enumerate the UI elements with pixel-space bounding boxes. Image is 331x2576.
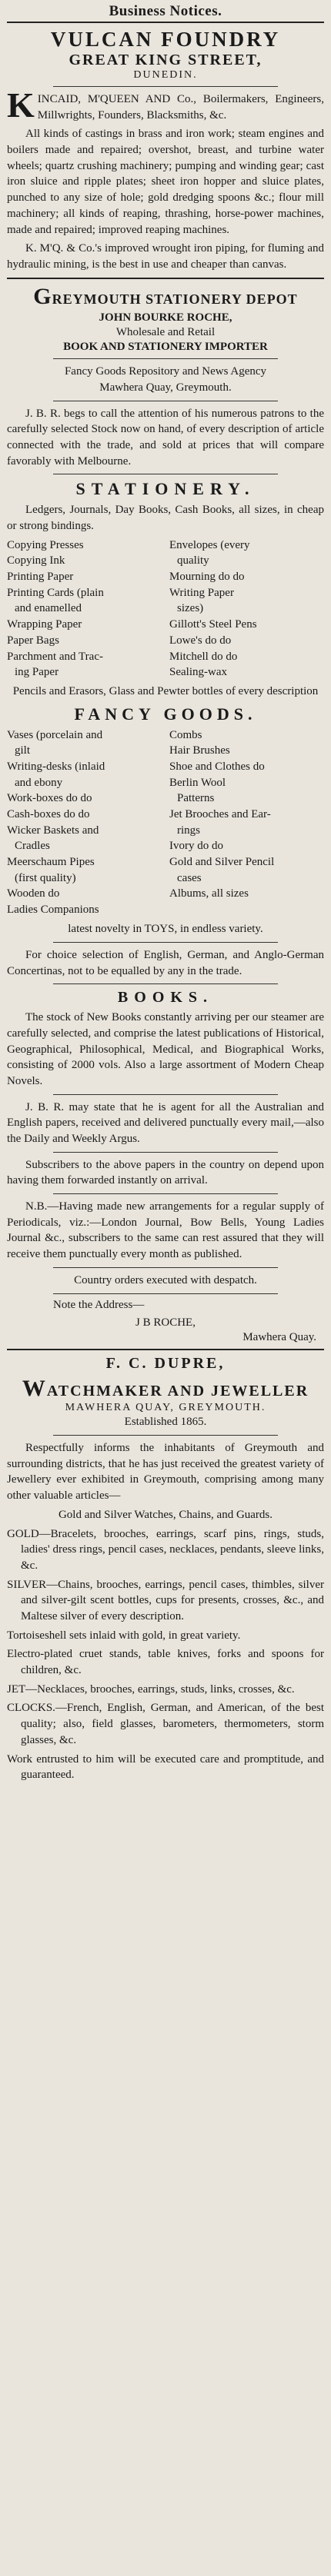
nb-paragraph: N.B.—Having made new arrangements for a regular supply of Periodicals, viz.:—London Journal, Bow Bells, Young Ladies Journal &c., subscribers to the same can rest assured that they will receive them punctually every month as published. bbox=[7, 1200, 324, 1261]
watches-line: Gold and Silver Watches, Chains, and Guards. bbox=[58, 1508, 273, 1521]
owner-name: JOHN BOURKE ROCHE, bbox=[99, 311, 232, 324]
fancy-left-column: Vases (porcelain and gilt Writing-desks (inlaid and ebony Work-boxes do do Cash-boxes do do Wicker Baskets and Cradles Meerschaum Pipes (first quality) Wooden do Ladies Companions bbox=[7, 728, 105, 917]
divider bbox=[53, 358, 278, 359]
stationery-paragraph-1: J. B. R. begs to call the attention of his numerous patrons to the carefully selected Stock now on hand, of every description of article connected with the trade, and sold at prices that will compare favorably with Melbourne. bbox=[7, 407, 324, 468]
books-paragraph: The stock of New Books constantly arriving per our steamer are carefully selected, and comprise the latest publications of Historical, Geographical, Philosophical, Medical, and Biographical Works, consisting of 2000 vols. Also a large assortment of Modern Cheap Novels. bbox=[7, 1011, 324, 1087]
vulcan-paragraph-1: All kinds of castings in brass and iron work; steam engines and boilers made and repaired; overshot, breast, and turbine water wheels; quartz crushing machinery; pumping and winding gear; cast iron sluice and ripple plates; sheet iron hopper and sluice plates, punched to any size of hole; gold dredging spoons &c.; flour mill machinery; all kinds of reaping, thrashing, horse-power machines, made and repaired; improved reaping machines. bbox=[7, 128, 324, 236]
stationery-depot-ad bbox=[7, 284, 324, 1344]
vulcan-foundry-ad bbox=[7, 28, 324, 273]
owner-sub: Wholesale and Retail bbox=[115, 325, 216, 338]
stationery-section-heading: STATIONERY. bbox=[75, 479, 256, 499]
divider bbox=[53, 1193, 278, 1194]
stationery-right-column: Envelopes (every quality Mourning do do Writing Paper sizes) Gillott's Steel Pens Lowe's do do Mitchell do do Sealing-wax bbox=[169, 538, 257, 679]
vulcan-intro: KINCAID, M'QUEEN AND Co., Boilermakers, Engineers, Millwrights, Founders, Blacksmiths, &c. bbox=[7, 85, 324, 125]
clocks-line: CLOCKS.—French, English, German, and American, of the best quality; also, field glasses, barometers, thermometers, storm glasses, &c. bbox=[7, 1702, 324, 1746]
section-header: Business Notices. bbox=[7, 3, 324, 23]
fancy-right-column: Combs Hair Brushes Shoe and Clothes do Berlin Wool Patterns Jet Brooches and Ear- rings Ivory do do Gold and Silver Pencil cases Albums, all sizes bbox=[169, 728, 275, 900]
signature-name: J B ROCHE, bbox=[135, 1316, 196, 1329]
agent-paragraph: J. B. R. may state that he is agent for all the Australian and English papers, received and delivered punctually every mail,—also the Daily and Weekly Argus. bbox=[7, 1100, 324, 1145]
tortoiseshell-line: Tortoiseshell sets inlaid with gold, in great variety. bbox=[7, 1629, 241, 1642]
concertinas-line: For choice selection of English, German, and Anglo-German Concertinas, not to be equalled by any in the trade. bbox=[7, 948, 324, 977]
pencils-line: Pencils and Erasors, Glass and Pewter bottles of every description bbox=[12, 684, 319, 697]
divider bbox=[53, 1152, 278, 1153]
agency-line: Fancy Goods Repository and News Agency bbox=[64, 364, 267, 378]
gold-line: GOLD—Bracelets, brooches, earrings, scarf pins, rings, studs, ladies' dress rings, pencil cases, necklaces, pendants, sleeve links, &c. bbox=[7, 1527, 324, 1572]
dupre-paragraph-1: Respectfully informs the inhabitants of Greymouth and surrounding districts, that he has just received the greatest variety of Jewellery ever exhibited in Greymouth, comprising among many other valuable articles— bbox=[7, 1441, 324, 1502]
work-line: Work entrusted to him will be executed care and promptitude, and guaranteed. bbox=[7, 1752, 324, 1782]
vulcan-paragraph-2: K. M'Q. & Co.'s improved wrought iron piping, for fluming and hydraulic mining, is the best in use and cheaper than canvas. bbox=[7, 242, 324, 271]
dupre-ad bbox=[7, 1355, 324, 1783]
jet-line: JET—Necklaces, brooches, earrings, studs, links, crosses, &c. bbox=[7, 1682, 295, 1696]
vulcan-title: VULCAN FOUNDRY bbox=[50, 28, 281, 51]
divider bbox=[53, 1094, 278, 1095]
country-orders-line: Country orders executed with despatch. bbox=[74, 1273, 257, 1286]
importer-line: BOOK AND STATIONERY IMPORTER bbox=[63, 340, 268, 353]
books-heading: BOOKS. bbox=[117, 989, 214, 1007]
dupre-established: Established 1865. bbox=[124, 1415, 207, 1428]
newspaper-column bbox=[7, 0, 324, 1783]
divider bbox=[53, 1293, 278, 1294]
divider bbox=[53, 86, 278, 87]
dupre-title: WATCHMAKER AND JEWELLER bbox=[22, 1375, 309, 1401]
stationery-left-column: Copying Presses Copying Ink Printing Paper Printing Cards (plain and enamelled Wrapping Paper Paper Bags Parchment and Trac- ing Paper bbox=[7, 538, 104, 679]
dupre-address: MAWHERA QUAY, GREYMOUTH. bbox=[65, 1401, 266, 1413]
vulcan-city: DUNEDIN. bbox=[133, 69, 198, 81]
location-line: Mawhera Quay, Greymouth. bbox=[99, 381, 232, 394]
stationery-columns bbox=[7, 537, 324, 681]
stationery-title: GREYMOUTH STATIONERY DEPOT bbox=[33, 283, 298, 309]
vulcan-street: GREAT KING STREET, bbox=[69, 52, 262, 68]
ledgers-line: Ledgers, Journals, Day Books, Cash Books, all sizes, in cheap or strong bindings. bbox=[7, 504, 324, 532]
divider bbox=[7, 278, 324, 279]
fancy-goods-columns bbox=[7, 727, 324, 918]
fancy-goods-heading: FANCY GOODS. bbox=[74, 704, 257, 724]
divider bbox=[53, 1267, 278, 1268]
divider bbox=[7, 1349, 324, 1350]
divider bbox=[53, 1435, 278, 1436]
electro-line: Electro-plated cruet stands, table knives, forks and spoons for children, &c. bbox=[7, 1648, 324, 1677]
divider bbox=[53, 942, 278, 943]
drop-cap: K bbox=[7, 85, 35, 125]
silver-line: SILVER—Chains, brooches, earrings, pencil cases, thimbles, silver and silver-gilt scent bottles, cups for presents, crosses, &c., and Maltese silver of every description. bbox=[7, 1578, 324, 1622]
signature-place: Mawhera Quay. bbox=[242, 1330, 316, 1343]
divider bbox=[53, 983, 278, 984]
dupre-name: F. C. DUPRE, bbox=[105, 1354, 226, 1372]
toys-line: latest novelty in TOYS, in endless variety. bbox=[68, 922, 263, 935]
subscribers-paragraph: Subscribers to the above papers in the country on depend upon having them forwarded instantly on arrival. bbox=[7, 1158, 324, 1187]
note-address: Note the Address— bbox=[53, 1298, 145, 1311]
